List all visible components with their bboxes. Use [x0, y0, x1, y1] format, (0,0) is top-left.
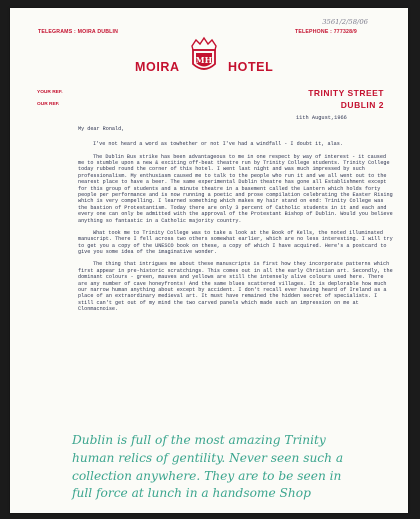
paragraph-1: I've not heard a word as towhether or not I've had a windfall - I doubt it, alas. — [93, 141, 343, 148]
your-ref-label: YOUR REF. — [37, 90, 63, 95]
hotel-name-right: HOTEL — [228, 60, 274, 74]
letter-sheet — [10, 8, 408, 513]
letter-body — [78, 126, 394, 318]
our-ref-label: OUR REF. — [37, 102, 60, 107]
paragraph-2: The Dublin Bus strike has been advantageous to me in one respect by way of interest - it caused me to stumble upon a new & exciting off-beat theatre run by Trinity College students. Trinity College today rubbed round the corner of this hotel. I went last night and was much impressed by such professionalism. My enthusiasm caused me to talk to the people who run it and we all went out to the nearest place to have a beer. The same experimental Dublin theatre has gone all Establishment except for this group of students and a minute theatre in a basement called the Lantern which holds forty people per performance and is now running a poetic and prose compilation celebrating the Easter Rising which is very compelling. I learned something which makes my hair stand on end: Trinity College was the bastion of Protestantism. Today there are only 3 percent of Catholic students in it and each and every one can only be admitted with the approval of the Protestant Bishop of Dublin. Would you believe anything so fantastic in a Catholic majority country. — [78, 153, 393, 224]
street-address: TRINITY STREET — [308, 88, 384, 98]
handwritten-line-2: human relics of gentility. Never seen such a — [72, 450, 344, 465]
paragraph-4: The thing that intrigues me about these manuscripts is first how they incorporate patterns which first appear in pre-historic scratchings. This comes out in all the early Christian art. Secondly, the dominant colours - green, mauves and yellows are still the intensely alive colours used here. There are any number of cave honeyfronts! And the same blues scattered villages. It is deplorable how much our narrow human anything about except by accident. I don't recall ever having heard of Ireland as a place of an extraordinary medieval art. It must have remained the hidden secret of specialists. I still can't get out of my mind the two carved panels which made such an impression on me at Clonmacnoise. — [78, 261, 393, 313]
handwritten-line-3: collection anywhere. They are to be seen in — [72, 468, 342, 483]
archive-mark: 3561/2/58/06 — [322, 18, 368, 26]
logo-initials: MH — [195, 55, 213, 65]
paragraph-3: What took me to Trinity College was to take a look at the Book of Kells, the noted illuminated manuscript. There I fell across two others somewhat earlier, which are no less interesting. I will try to get you a copy of the UNESCO book on these, a copy of which I have acquired. Here's a postcard to give you some idea of the imaginative wonder. — [78, 229, 393, 256]
telegrams-line: TELEGRAMS : MOIRA DUBLIN — [38, 29, 119, 35]
city-address: DUBLIN 2 — [340, 100, 384, 110]
letter-date: 11th August,1966 — [296, 115, 347, 121]
handwritten-postscript — [72, 432, 404, 503]
salutation: My dear Ronald, — [78, 126, 125, 132]
telephone-line: TELEPHONE : 777328/9 — [295, 29, 357, 35]
handwritten-line-4: full force at lunch in a handsome Shop — [72, 486, 311, 501]
hotel-name-left: MOIRA — [135, 60, 180, 74]
handwritten-line-1: Dublin is full of the most amazing Trinity — [72, 433, 326, 447]
hotel-crest-icon — [188, 36, 220, 76]
